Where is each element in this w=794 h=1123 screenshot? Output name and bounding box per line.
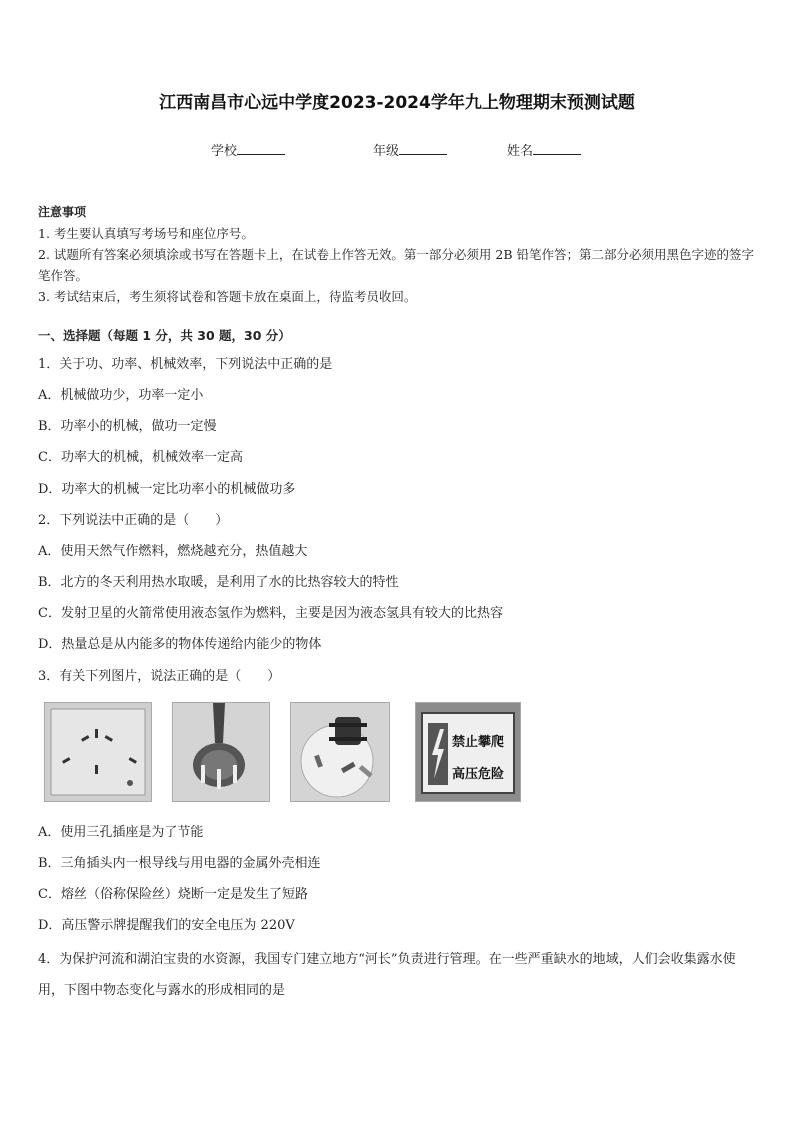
q2-stem: 2．下列说法中正确的是（ ） [38,513,229,528]
note-item-1: 1. 考生要认真填写考场号和座位序号。 [38,226,254,241]
q1-stem: 1．关于功、功率、机械效率，下列说法中正确的是 [38,357,333,372]
q3-option-a: A．使用三孔插座是为了节能 [38,825,204,840]
q1-option-d: D．功率大的机械一定比功率小的机械做功多 [38,482,296,497]
warning-sign-image [415,702,521,802]
q4-stem: 4．为保护河流和湖泊宝贵的水资源，我国专门建立地方“河长”负责进行管理。在一些严重缺水的地域，人们会收集露水使用，下图中物态变化与露水的形成相同的是 [38,952,736,998]
q3-option-d: D．高压警示牌提醒我们的安全电压为 220V [38,918,295,933]
sign-text-1: 禁止攀爬 [452,735,505,750]
name-blank[interactable] [533,142,581,155]
q3-stem: 3．有关下列图片，说法正确的是（ ） [38,669,281,684]
q2-option-c: C．发射卫星的火箭常使用液态氢作为燃料，主要是因为液态氢具有较大的比热容 [38,606,503,621]
school-label: 学校 [211,144,238,159]
school-field [211,140,285,159]
name-field [507,140,581,159]
grade-field [373,140,447,159]
page-title: 江西南昌市心远中学度2023-2024学年九上物理期末预测试题 [159,93,635,113]
notes-heading: 注意事项 [38,205,87,219]
fuse-image [290,702,390,802]
q3-option-b: B．三角插头内一根导线与用电器的金属外壳相连 [38,856,321,871]
q1-option-b: B．功率小的机械，做功一定慢 [38,419,217,434]
grade-blank[interactable] [399,142,447,155]
sign-text-2: 高压危险 [452,767,505,782]
q1-option-a: A．机械做功少，功率一定小 [38,388,204,403]
note-item-2: 2. 试题所有答案必须填涂或书写在答题卡上，在试卷上作答无效。第一部分必须用 2B 铅笔作答；第二部分必须用黑色字迹的签字笔作答。 [38,247,754,283]
plug-image [172,702,270,802]
q1-option-c: C．功率大的机械，机械效率一定高 [38,450,243,465]
name-label: 姓名 [507,144,534,159]
notes-block [38,202,760,307]
q3-option-c: C．熔丝（俗称保险丝）烧断一定是发生了短路 [38,887,308,902]
q2-option-a: A．使用天然气作燃料，燃烧越充分，热值越大 [38,544,308,559]
socket-image [44,702,152,802]
note-item-3: 3. 考试结束后，考生须将试卷和答题卡放在桌面上，待监考员收回。 [38,289,417,304]
grade-label: 年级 [373,144,400,159]
section-heading: 一、选择题（每题 1 分，共 30 题，30 分） [38,328,291,343]
q2-option-b: B．北方的冬天利用热水取暖，是利用了水的比热容较大的特性 [38,575,399,590]
school-blank[interactable] [237,142,285,155]
q2-option-d: D．热量总是从内能多的物体传递给内能少的物体 [38,637,322,652]
